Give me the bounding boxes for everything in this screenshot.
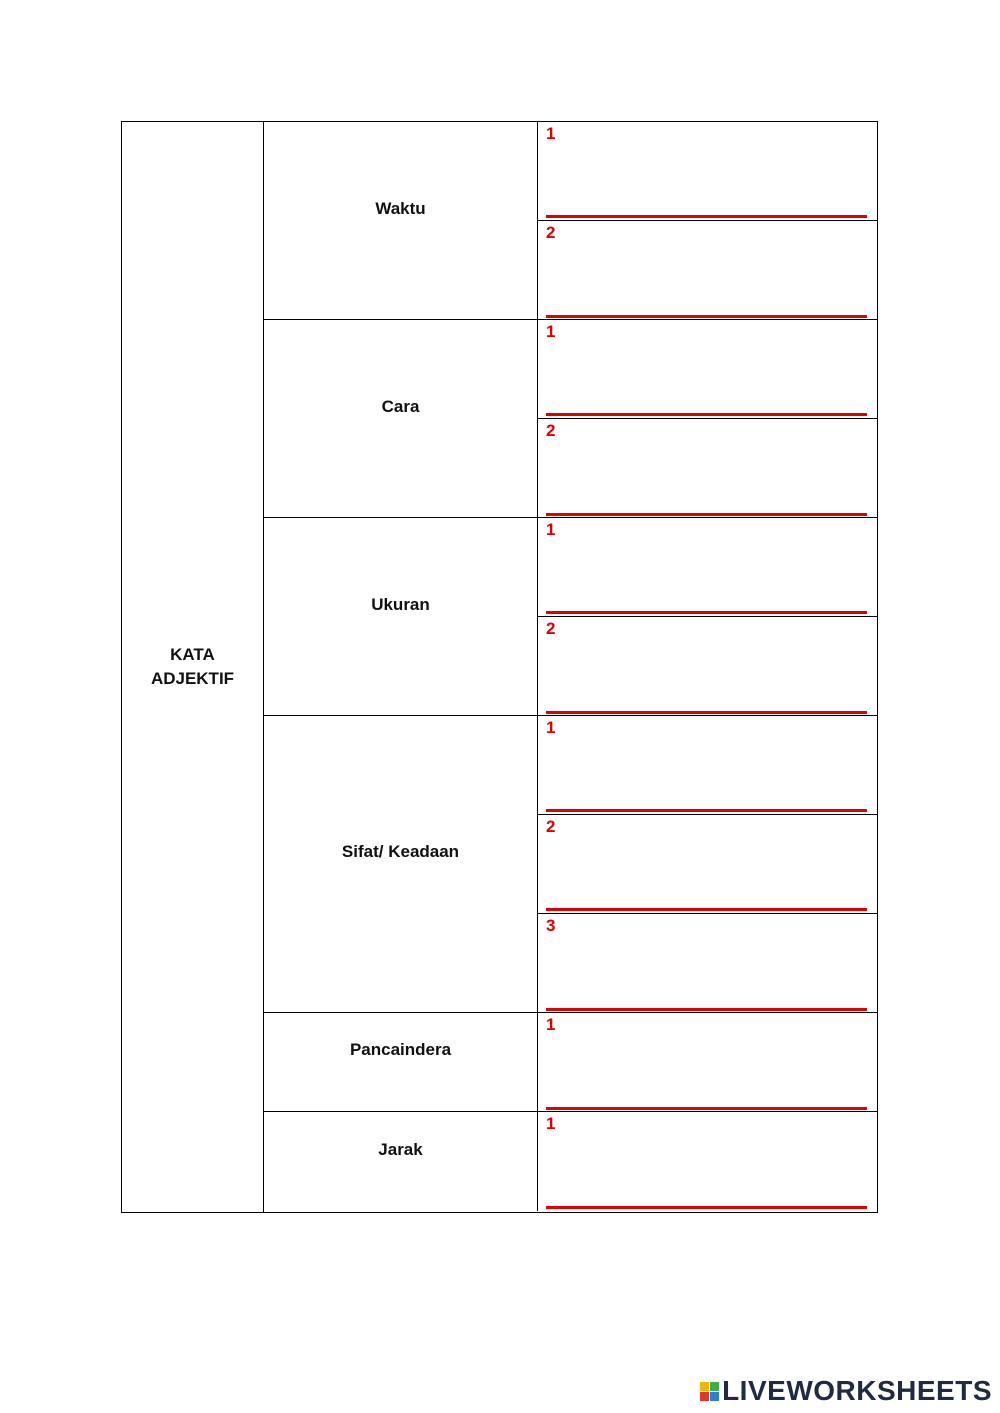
answer-number: 1 xyxy=(546,1114,556,1133)
main-category-line2: ADJEKTIF xyxy=(150,669,235,688)
answer-blank-field[interactable] xyxy=(546,413,867,416)
answer-cell xyxy=(538,518,877,617)
category-row xyxy=(264,122,877,320)
answer-cell xyxy=(538,419,877,518)
category-name-cell xyxy=(264,518,538,715)
answer-blank-field[interactable] xyxy=(546,711,867,714)
category-name-cell xyxy=(264,716,538,1012)
answer-number: 3 xyxy=(546,916,556,935)
answer-blank-field[interactable] xyxy=(546,315,867,318)
answer-blank-field[interactable] xyxy=(546,908,867,911)
answer-number: 2 xyxy=(546,817,556,836)
answer-number: 1 xyxy=(546,322,556,341)
category-row xyxy=(264,518,877,716)
category-row xyxy=(264,320,877,518)
answer-column xyxy=(538,716,877,1012)
category-name-cell xyxy=(264,1112,538,1211)
answer-column xyxy=(538,122,877,319)
category-name-cell xyxy=(264,1013,538,1111)
answer-blank-field[interactable] xyxy=(546,215,867,218)
answer-cell xyxy=(538,221,877,320)
answer-blank-field[interactable] xyxy=(546,513,867,516)
answer-column xyxy=(538,1013,877,1111)
category-name-cell xyxy=(264,122,538,319)
answer-number: 1 xyxy=(546,124,556,143)
category-name-cell xyxy=(264,320,538,517)
answer-cell xyxy=(538,1112,877,1211)
category-name: Jarak xyxy=(378,1139,423,1159)
answer-column xyxy=(538,518,877,715)
answer-blank-field[interactable] xyxy=(546,809,867,812)
category-name: Pancaindera xyxy=(349,1040,452,1059)
answer-column xyxy=(538,1112,877,1211)
logo-text: LIVEWORKSHEETS xyxy=(722,1375,992,1406)
answer-cell xyxy=(538,1013,877,1112)
liveworksheets-logo xyxy=(700,1375,992,1407)
answer-number: 1 xyxy=(546,718,556,737)
answer-number: 2 xyxy=(546,421,556,440)
answer-number: 2 xyxy=(546,223,556,242)
answer-number: 1 xyxy=(546,1015,556,1034)
answer-blank-field[interactable] xyxy=(546,1107,867,1110)
answer-cell xyxy=(538,914,877,1013)
answer-cell xyxy=(538,617,877,716)
logo-mark-icon xyxy=(700,1382,719,1401)
category-name: Waktu xyxy=(375,198,426,218)
answer-column xyxy=(538,320,877,517)
main-category-line1: KATA xyxy=(170,645,215,664)
answer-cell xyxy=(538,815,877,914)
answer-blank-field[interactable] xyxy=(546,611,867,614)
worksheet-table xyxy=(121,121,878,1213)
answer-cell xyxy=(538,320,877,419)
category-area xyxy=(264,122,877,1212)
category-row xyxy=(264,1112,877,1211)
answer-blank-field[interactable] xyxy=(546,1206,867,1209)
answer-cell xyxy=(538,122,877,221)
main-category-cell xyxy=(122,122,264,1212)
answer-number: 1 xyxy=(546,520,556,539)
category-name: Cara xyxy=(381,396,420,416)
answer-cell xyxy=(538,716,877,815)
answer-number: 2 xyxy=(546,619,556,638)
answer-blank-field[interactable] xyxy=(546,1008,867,1011)
category-row xyxy=(264,716,877,1013)
main-category-label xyxy=(151,643,234,691)
category-row xyxy=(264,1013,877,1112)
category-name: Sifat/ Keadaan xyxy=(341,842,460,861)
category-name: Ukuran xyxy=(371,594,430,614)
